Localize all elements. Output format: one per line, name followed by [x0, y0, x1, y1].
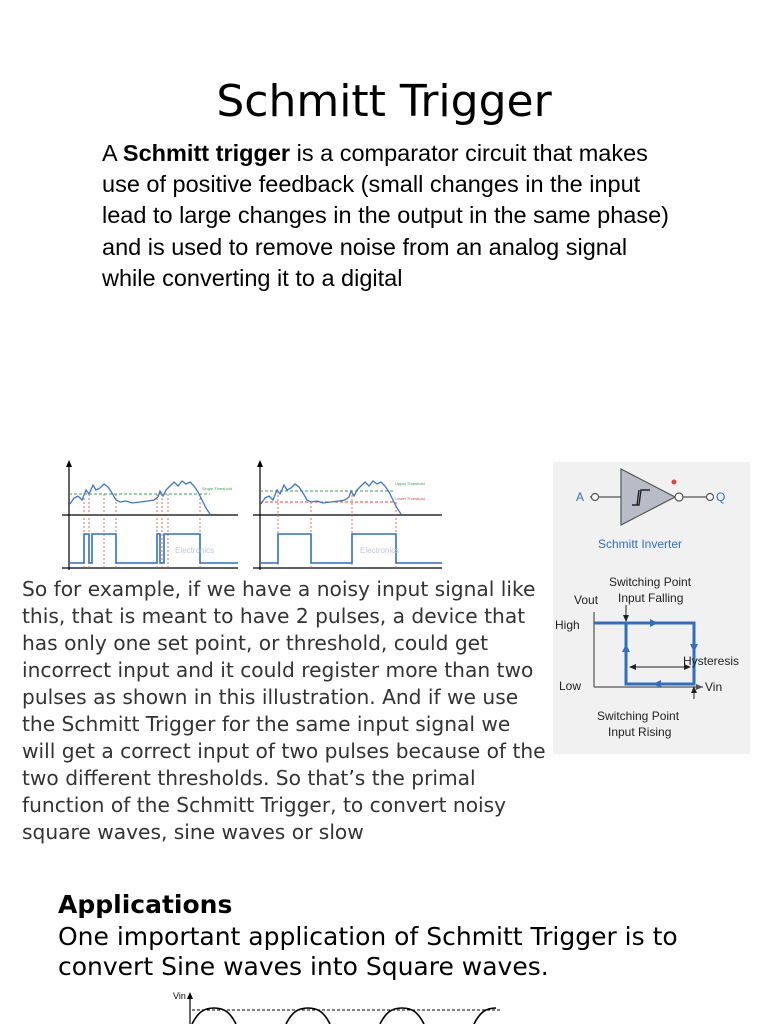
dual-threshold-panel [253, 460, 442, 570]
slide-title: Schmitt Trigger [216, 76, 552, 127]
sine-axis-label: Vin [173, 991, 186, 1001]
falling-point-line2: Input Falling [618, 591, 684, 605]
example-paragraph: So for example, if we have a noisy input signal like this, that is meant to have 2 pulses, a device that has only one set point, or threshold, could get incorrect input and it could register more than two pulses as shown in this illustration. And if we use the Schmitt Trigger for the same input signal we will get a correct input of two pulses because of the two different thresholds. So that’s the primal function of the Schmitt Trigger, to convert noisy square waves, sine waves or slow [22, 577, 546, 844]
threshold-comparison-figure [60, 460, 445, 572]
noisy-signal-left [70, 481, 210, 514]
output-q-label: Q [716, 490, 726, 504]
intro-body: is a comparator circuit that makes use of positive feedback (small changes in the input lead to large changes in the output in the same phase) and is used to remove noise from an analog signal while converting it to a digital [102, 140, 669, 291]
inverter-caption: Schmitt Inverter [598, 537, 683, 551]
lower-threshold-label: Lower Threshold [395, 496, 425, 501]
low-label: Low [559, 679, 582, 693]
intro-term: Schmitt trigger [122, 140, 291, 166]
intro-paragraph [102, 138, 682, 294]
sine-wave-figure [170, 990, 510, 1024]
rising-point-line2: Input Rising [608, 725, 672, 739]
falling-point-line1: Switching Point [609, 575, 692, 589]
noisy-signal-right [261, 481, 401, 514]
pulse-output-right [260, 534, 442, 563]
hysteresis-label: Hysteresis [683, 654, 740, 668]
vout-label: Vout [574, 593, 599, 607]
schmitt-inverter-figure [553, 462, 750, 754]
single-threshold-panel [62, 460, 238, 570]
high-label: High [555, 618, 580, 632]
single-threshold-label: Single Threshold [202, 486, 232, 491]
applications-text: One important application of Schmitt Trigger is to convert Sine waves into Square waves. [58, 922, 678, 981]
rising-point-line1: Switching Point [597, 709, 680, 723]
applications-section [58, 888, 748, 982]
vin-label: Vin [705, 680, 723, 694]
intro-lead: A [102, 140, 123, 166]
watermark-left: Electronics [175, 546, 215, 555]
applications-heading: Applications [58, 890, 233, 919]
input-a-label: A [576, 490, 585, 504]
watermark-right: Electronics [360, 546, 400, 555]
upper-threshold-label: Upper Threshold [395, 481, 425, 486]
